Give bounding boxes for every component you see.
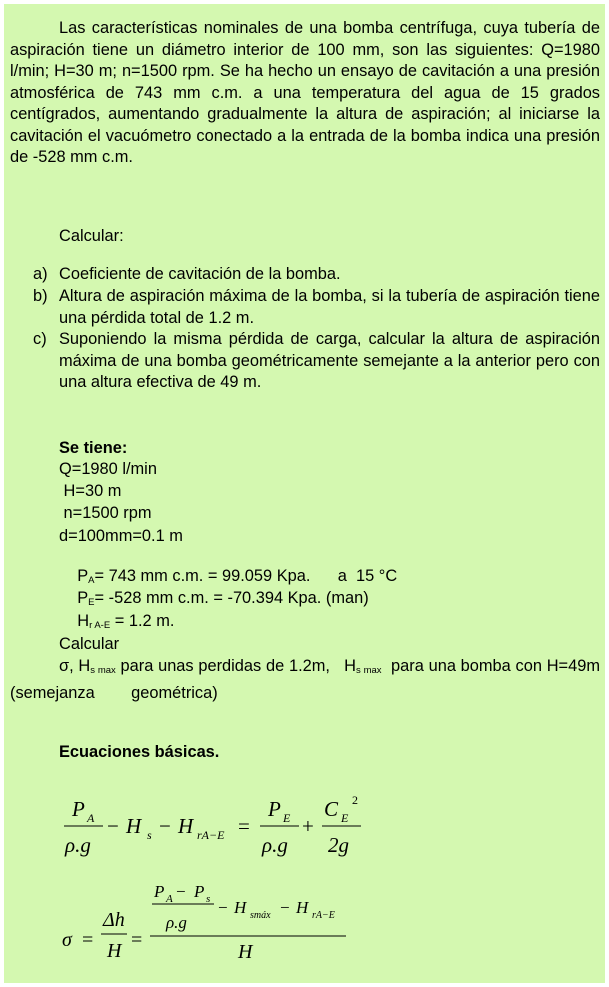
svg-text:ρ.g: ρ.g [262,833,288,857]
svg-text:−: − [280,898,290,917]
item-text: Coeficiente de cavitación de la bomba. [59,265,341,283]
calc-text: σ, $H_{s max}$ para unas perdidas de 1.2m, $H_{s max}$ para una bomba con H=49m (semejanza geométrica) [10,657,605,702]
given-head: H=30 m [59,482,122,500]
given-diameter: d=100mm=0.1 m [59,527,183,545]
list-item [10,264,600,286]
svg-text:H: H [107,940,122,962]
svg-text:ρ.g: ρ.g [65,833,91,857]
svg-text:rA−E: rA−E [197,828,225,842]
list-item [10,329,600,394]
given-hr: $H_{r A-E} = 1.2$ m. [77,612,175,631]
item-text: Suponiendo la misma pérdida de carga, calcular la altura de aspiración máxima de una bomba geométricamente semejante a la anterior pero con una altura efectiva de 49 m. [59,330,600,391]
svg-text:P: P [194,882,205,901]
svg-text:H: H [178,814,194,838]
svg-text:s: s [206,893,211,905]
given-pe: $P_E= -528$ mm c.m. = -70.394 Kpa. (man) [77,589,369,608]
equations-heading: Ecuaciones básicas. [59,743,220,761]
svg-text:ρ.g: ρ.g [166,913,187,932]
svg-text:H: H [126,814,142,838]
svg-text:−: − [159,814,171,838]
svg-text:H: H [296,898,309,917]
calcular-heading: Calcular: [59,227,124,245]
given-flow: Q=1980 l/min [59,460,157,478]
svg-text:P: P [268,797,281,821]
svg-text:H: H [234,898,247,917]
given-heading: Se tiene: [59,439,128,457]
svg-text:s: s [147,828,152,842]
given-speed: n=1500 rpm [59,504,152,522]
svg-text:rA−E: rA−E [312,910,335,921]
svg-text:2: 2 [352,793,358,807]
svg-text:2g: 2g [328,833,349,857]
svg-text:C: C [324,797,339,821]
svg-text:−: − [107,814,119,838]
svg-text:E: E [283,811,291,825]
svg-text:−: − [176,882,186,901]
calc-heading: Calcular [59,635,120,653]
svg-text:A: A [87,811,95,825]
svg-text:−: − [218,898,228,917]
svg-text:H: H [238,941,253,963]
svg-text:=: = [82,929,94,951]
svg-text:E: E [341,811,349,825]
item-label: c) [33,330,47,348]
svg-text:Δh: Δh [103,909,125,931]
item-label: b) [33,287,48,305]
svg-text:P: P [154,882,165,901]
svg-text:smáx: smáx [250,910,271,921]
svg-text:A: A [166,893,173,905]
list-item [10,286,600,329]
item-text: Altura de aspiración máxima de la bomba, si la tubería de aspiración tiene una pérdida total de 1.2 m. [59,287,600,327]
svg-text:σ: σ [62,929,72,951]
problem-page [4,4,605,983]
svg-text:=: = [131,929,143,951]
problem-statement: Las características nominales de una bomba centrífuga, cuya tubería de aspiración tiene un diámetro interior de 100 mm, son las siguientes: Q=1980 l/min; H=30 m; n=1500 rpm. Se ha hecho un ensayo de cavitación a una presión atmosférica de 743 mm c.m. a una temperatura del agua de 15 grados centígrados, aumentando gradualmente la altura de aspiración; al iniciarse la cavitación el vacuómetro conectado a la entrada de la bomba indica una presión de -528 mm c.m. [10,19,600,166]
given-pa: $P_A= 743$ mm c.m. = 99.059 Kpa. a 15 °C [77,567,398,586]
svg-text:+: + [302,814,314,838]
svg-text:=: = [238,814,250,838]
svg-text:P: P [72,797,85,821]
item-label: a) [33,265,48,283]
